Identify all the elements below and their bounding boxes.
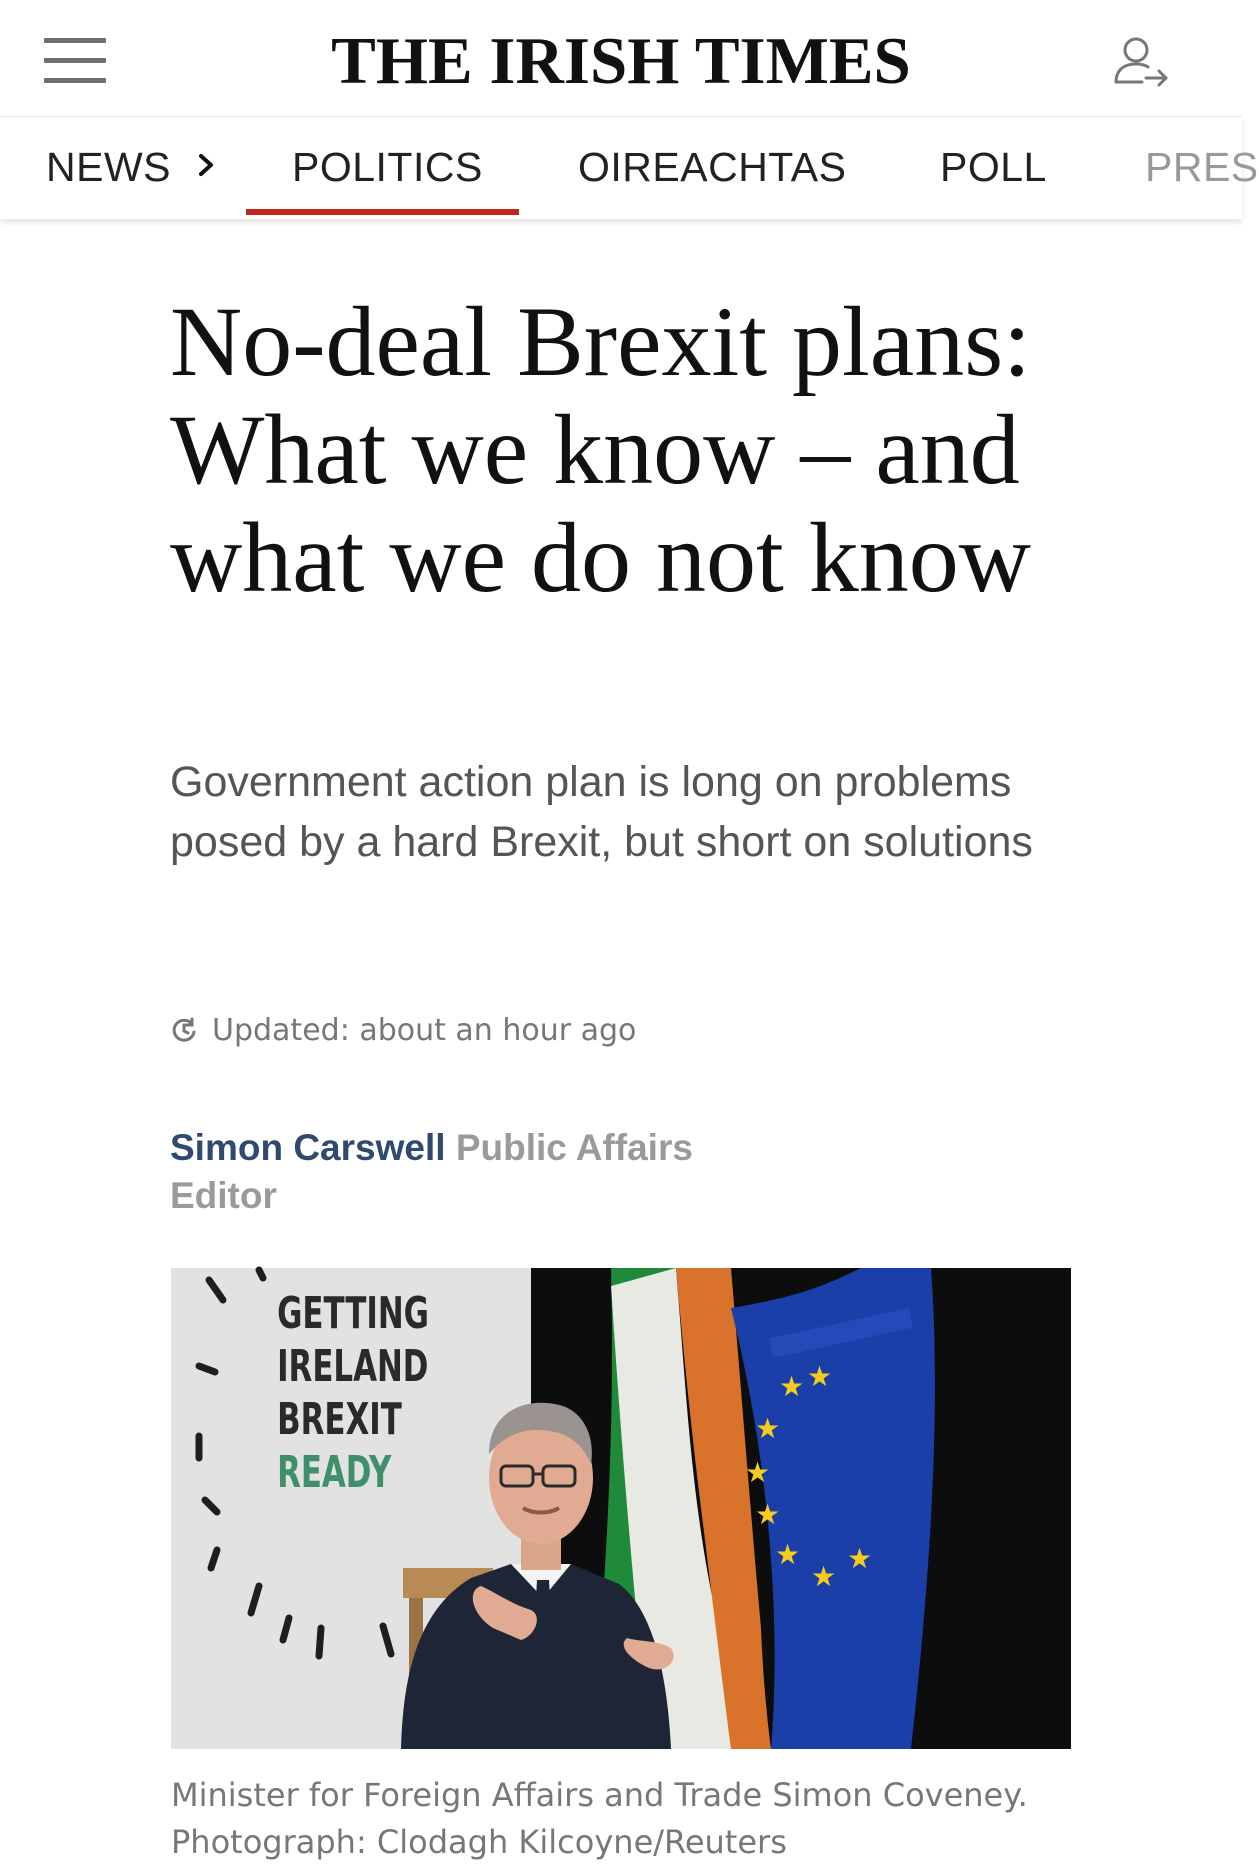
svg-text:★: ★ xyxy=(807,1360,833,1393)
brand-logo[interactable]: THE IRISH TIMES xyxy=(331,24,911,98)
sign-line-2: IRELAND xyxy=(277,1340,429,1393)
refresh-clock-icon xyxy=(170,1016,198,1044)
photo-illustration xyxy=(171,1268,1071,1749)
svg-text:★: ★ xyxy=(745,1456,771,1489)
nav-item-politics[interactable]: POLITICS xyxy=(292,144,483,190)
updated-text: Updated: about an hour ago xyxy=(212,1012,637,1048)
photo-caption: Minister for Foreign Affairs and Trade Simon Coveney. Photograph: Clodagh Kilcoyne/Reuters xyxy=(171,1776,1028,1861)
svg-text:★: ★ xyxy=(775,1538,801,1571)
byline xyxy=(170,1124,790,1220)
article-headline: No-deal Brexit plans: What we know – and what we do not know xyxy=(170,286,1031,613)
sign-line-4: READY xyxy=(277,1446,392,1499)
nav-item-poll[interactable]: POLL xyxy=(940,144,1047,190)
svg-text:★: ★ xyxy=(755,1498,781,1531)
masthead xyxy=(0,0,1242,116)
nav-item-pres[interactable]: PRES xyxy=(1145,144,1259,190)
svg-text:★: ★ xyxy=(847,1542,873,1575)
author-role: Public Affairs Editor xyxy=(170,1127,693,1216)
author-name[interactable]: Simon Carswell xyxy=(170,1127,446,1168)
chevron-right-icon xyxy=(196,145,218,185)
nav-item-news[interactable]: NEWS xyxy=(46,144,171,190)
section-nav xyxy=(0,116,1259,219)
updated-timestamp xyxy=(170,1010,636,1050)
user-account-icon[interactable] xyxy=(1108,30,1172,94)
sign-line-3: BREXIT xyxy=(277,1393,402,1446)
sign-line-1: GETTING xyxy=(277,1287,430,1340)
article-photo[interactable] xyxy=(171,1268,1071,1749)
svg-text:★: ★ xyxy=(779,1370,805,1403)
active-tab-indicator xyxy=(246,209,519,215)
svg-text:★: ★ xyxy=(755,1412,781,1445)
article-standfirst: Government action plan is long on problems posed by a hard Brexit, but short on solutions xyxy=(170,758,1033,866)
svg-text:★: ★ xyxy=(811,1560,837,1593)
nav-item-oireachtas[interactable]: OIREACHTAS xyxy=(578,144,847,190)
